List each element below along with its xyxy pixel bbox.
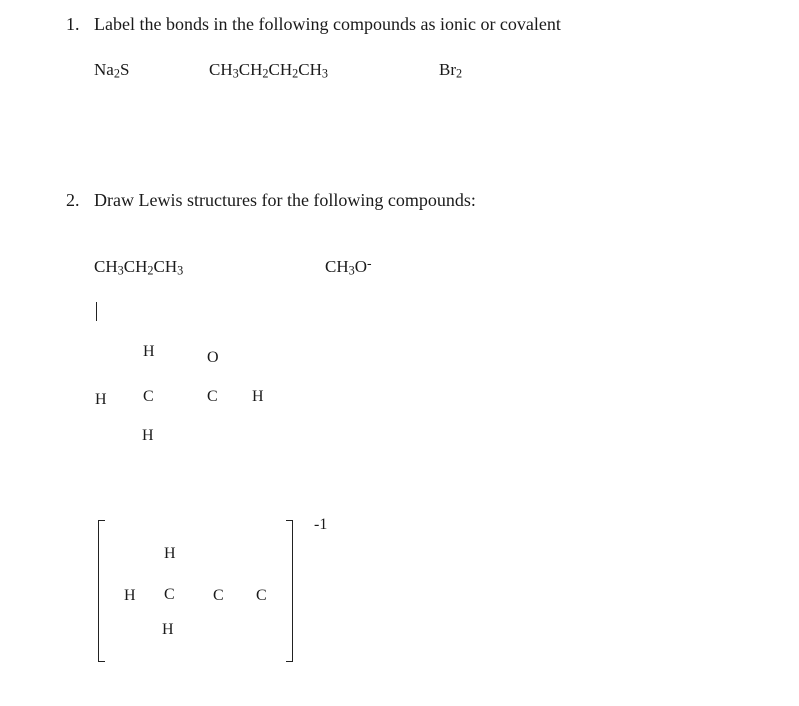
compound-propane (94, 257, 184, 278)
subscript: 3 (117, 263, 124, 278)
atom-h-top[interactable]: H (143, 343, 155, 360)
atom-h-right[interactable]: H (252, 388, 264, 405)
subscript: 3 (177, 263, 184, 278)
atom-o[interactable]: O (207, 349, 219, 366)
formula-text: O (354, 257, 368, 276)
atom-c-1[interactable]: C (164, 586, 175, 603)
formula-text: Br (439, 60, 456, 79)
atom-h-bottom[interactable]: H (142, 427, 154, 444)
atom-h-top[interactable]: H (164, 545, 176, 562)
atom-h-left[interactable]: H (95, 391, 107, 408)
question-1-text: Label the bonds in the following compounds as ionic or covalent (94, 14, 561, 34)
compound-methoxide (325, 255, 372, 278)
atom-c-2[interactable]: C (213, 587, 224, 604)
atom-h-left[interactable]: H (124, 587, 136, 604)
formula-text: CH (298, 60, 322, 79)
ion-charge[interactable]: -1 (314, 516, 328, 533)
right-bracket (286, 520, 293, 662)
subscript: 2 (147, 263, 154, 278)
question-2-text: Draw Lewis structures for the following compounds: (94, 190, 476, 210)
atom-c-3[interactable]: C (256, 587, 267, 604)
subscript: 3 (232, 66, 239, 81)
formula-text: CH (153, 257, 178, 276)
subscript: 2 (456, 66, 463, 81)
question-1-number: 1. (66, 14, 80, 34)
subscript: 3 (348, 263, 355, 278)
compound-butane (209, 60, 328, 81)
compound-br2 (439, 60, 463, 81)
text-cursor (96, 302, 97, 321)
subscript: 2 (113, 66, 120, 81)
left-bracket (98, 520, 105, 662)
subscript: 2 (292, 66, 299, 81)
formula-text: CH (209, 60, 233, 79)
formula-text: CH (238, 60, 263, 79)
formula-text: CH (325, 257, 349, 276)
formula-text: Na (94, 60, 114, 79)
atom-c-2[interactable]: C (207, 388, 218, 405)
superscript: - (367, 255, 372, 271)
formula-text: S (119, 60, 130, 79)
atom-h-bottom[interactable]: H (162, 621, 174, 638)
formula-text: CH (94, 257, 118, 276)
formula-text: CH (268, 60, 293, 79)
formula-text: CH (123, 257, 148, 276)
subscript: 3 (321, 66, 328, 81)
question-2-number: 2. (66, 190, 80, 210)
subscript: 2 (262, 66, 269, 81)
compound-na2s (94, 60, 130, 81)
atom-c-1[interactable]: C (143, 388, 154, 405)
